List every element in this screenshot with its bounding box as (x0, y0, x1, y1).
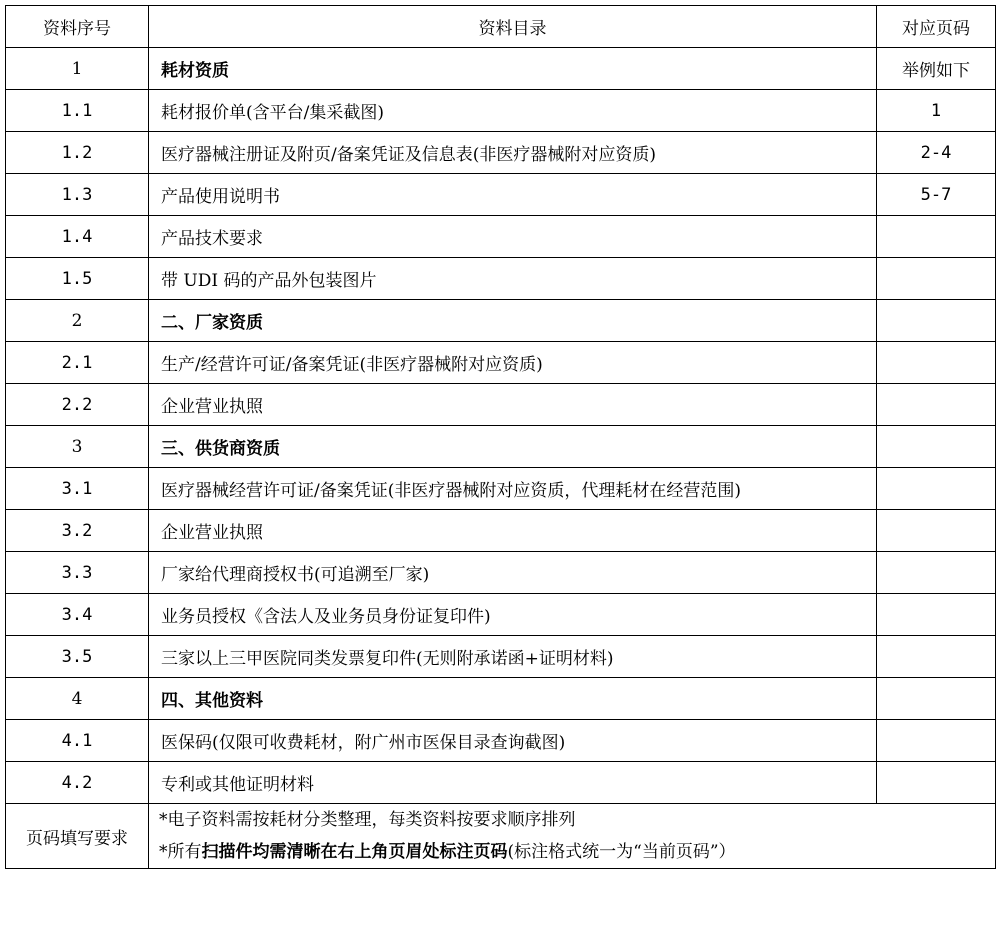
document-table (5, 5, 996, 869)
row-seq: 2.2 (6, 384, 149, 426)
row-seq: 2.1 (6, 342, 149, 384)
row-seq: 1.1 (6, 90, 149, 132)
requirement-line-2 (159, 836, 995, 868)
row-item: 耗材资质 (149, 48, 877, 90)
table-row (6, 90, 996, 132)
table-row (6, 384, 996, 426)
row-seq: 3.4 (6, 594, 149, 636)
row-item: 企业营业执照 (149, 384, 877, 426)
row-seq: 4.2 (6, 762, 149, 804)
row-page (877, 300, 996, 342)
row-page: 1 (877, 90, 996, 132)
table-body (6, 48, 996, 804)
table-row (6, 342, 996, 384)
table-row (6, 636, 996, 678)
requirement-line-1: *电子资料需按耗材分类整理，每类资料按要求顺序排列 (159, 810, 576, 830)
table-row (6, 552, 996, 594)
row-item: 耗材报价单(含平台/集采截图) (149, 90, 877, 132)
row-item: 企业营业执照 (149, 510, 877, 552)
row-seq: 3.5 (6, 636, 149, 678)
requirement-line-2-prefix: *所有 (159, 842, 202, 862)
row-page: 举例如下 (877, 48, 996, 90)
row-item: 带 UDI 码的产品外包装图片 (149, 258, 877, 300)
row-seq: 2 (6, 300, 149, 342)
row-item: 医疗器械注册证及附页/备案凭证及信息表(非医疗器械附对应资质) (149, 132, 877, 174)
row-item: 二、厂家资质 (149, 300, 877, 342)
row-page (877, 594, 996, 636)
row-page (877, 678, 996, 720)
row-page: 5-7 (877, 174, 996, 216)
requirement-line-2-emphasis: 扫描件均需清晰在右上角页眉处标注页码 (201, 842, 508, 862)
header-page: 对应页码 (877, 6, 996, 48)
requirements-body (149, 804, 996, 869)
row-item: 业务员授权《含法人及业务员身份证复印件) (149, 594, 877, 636)
row-seq: 3.3 (6, 552, 149, 594)
row-page (877, 636, 996, 678)
section-row (6, 300, 996, 342)
row-seq: 3.1 (6, 468, 149, 510)
row-item: 四、其他资料 (149, 678, 877, 720)
row-item: 厂家给代理商授权书(可追溯至厂家) (149, 552, 877, 594)
table-row (6, 258, 996, 300)
table-row (6, 720, 996, 762)
row-seq: 3.2 (6, 510, 149, 552)
row-page (877, 510, 996, 552)
row-item: 产品技术要求 (149, 216, 877, 258)
row-page (877, 468, 996, 510)
row-seq: 4.1 (6, 720, 149, 762)
table-row (6, 132, 996, 174)
row-page (877, 258, 996, 300)
row-seq: 1.4 (6, 216, 149, 258)
row-page (877, 720, 996, 762)
requirements-row (6, 804, 996, 869)
row-item: 生产/经营许可证/备案凭证(非医疗器械附对应资质) (149, 342, 877, 384)
header-item: 资料目录 (149, 6, 877, 48)
row-page (877, 552, 996, 594)
row-item: 医疗器械经营许可证/备案凭证(非医疗器械附对应资质，代理耗材在经营范围) (149, 468, 877, 510)
table-row (6, 594, 996, 636)
header-seq: 资料序号 (6, 6, 149, 48)
row-seq: 4 (6, 678, 149, 720)
section-row (6, 678, 996, 720)
row-item: 专利或其他证明材料 (149, 762, 877, 804)
row-seq: 1.3 (6, 174, 149, 216)
row-item: 三、供货商资质 (149, 426, 877, 468)
table-row (6, 174, 996, 216)
row-seq: 1.2 (6, 132, 149, 174)
row-page (877, 426, 996, 468)
requirement-line-2-suffix: (标注格式统一为“当前页码”） (507, 842, 736, 862)
row-seq: 1.5 (6, 258, 149, 300)
table-row (6, 216, 996, 258)
row-seq: 3 (6, 426, 149, 468)
section-row (6, 426, 996, 468)
row-seq: 1 (6, 48, 149, 90)
row-page (877, 342, 996, 384)
section-row (6, 48, 996, 90)
row-page (877, 216, 996, 258)
row-page (877, 384, 996, 426)
row-item: 医保码(仅限可收费耗材，附广州市医保目录查询截图) (149, 720, 877, 762)
row-page (877, 762, 996, 804)
row-item: 产品使用说明书 (149, 174, 877, 216)
table-row (6, 762, 996, 804)
row-item: 三家以上三甲医院同类发票复印件(无则附承诺函+证明材料) (149, 636, 877, 678)
row-page: 2-4 (877, 132, 996, 174)
table-header-row (6, 6, 996, 48)
requirements-label: 页码填写要求 (6, 804, 149, 869)
table-row (6, 468, 996, 510)
table-row (6, 510, 996, 552)
